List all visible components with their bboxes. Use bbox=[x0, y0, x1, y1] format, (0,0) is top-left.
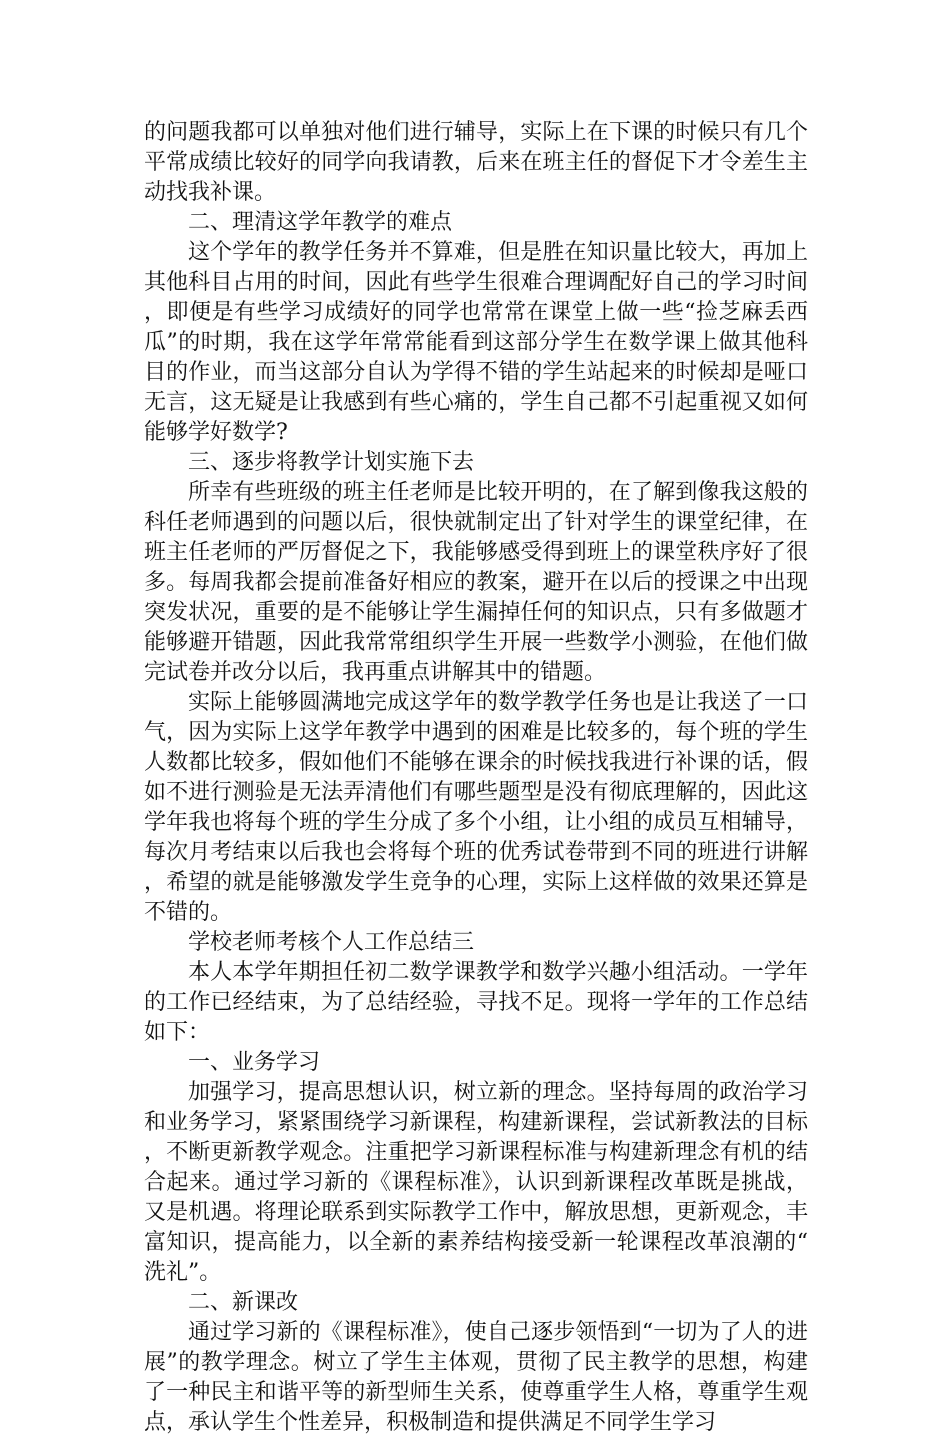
paragraph-results: 实际上能够圆满地完成这学年的数学教学任务也是让我送了一口气，因为实际上这学年教学中遇到的困难是比较多的，每个班的学生人数都比较多，假如他们不能够在课余的时候找我进行补课的话，假如不进行测验是无法弄清他们有哪些题型是没有彻底理解的，因此这学年我也将每个班的学生分成了多个小组，让小组的成员互相辅导，每次月考结束以后我也会将每个班的优秀试卷带到不同的班进行讲解，希望的就是能够激发学生竞争的心理，实际上这样做的效果还算是不错的。 bbox=[144, 690, 808, 925]
section-heading-implementation: 三、逐步将教学计划实施下去 bbox=[188, 450, 475, 475]
document-body bbox=[144, 118, 808, 1438]
paragraph-study: 加强学习，提高思想认识，树立新的理念。坚持每周的政治学习和业务学习，紧紧围绕学习新课程，构建新课程，尝试新教法的目标，不断更新教学观念。注重把学习新课程标准与构建新理念有机的结合起来。通过学习新的《课程标准》，认识到新课程改革既是挑战，又是机遇。将理论联系到实际教学工作中，解放思想，更新观念，丰富知识，提高能力，以全新的素养结构接受新一轮课程改革浪潮的“洗礼”。 bbox=[144, 1080, 808, 1285]
paragraph-continuation: 的问题我都可以单独对他们进行辅导，实际上在下课的时候只有几个平常成绩比较好的同学向我请教，后来在班主任的督促下才令差生主动找我补课。 bbox=[144, 120, 808, 205]
section-heading-difficulties: 二、理清这学年教学的难点 bbox=[188, 210, 453, 235]
paragraph-intro: 本人本学年期担任初二数学课教学和数学兴趣小组活动。一学年的工作已经结束，为了总结经验，寻找不足。现将一学年的工作总结如下： bbox=[144, 960, 808, 1045]
section-heading-new-curriculum: 二、新课改 bbox=[188, 1290, 299, 1315]
paragraph-implementation: 所幸有些班级的班主任老师是比较开明的，在了解到像我这般的科任老师遇到的问题以后，很快就制定出了针对学生的课堂纪律，在班主任老师的严厉督促之下，我能够感受得到班上的课堂秩序好了很多。每周我都会提前准备好相应的教案，避开在以后的授课之中出现突发状况，重要的是不能够让学生漏掉任何的知识点，只有多做题才能够避开错题，因此我常常组织学生开展一些数学小测验，在他们做完试卷并改分以后，我再重点讲解其中的错题。 bbox=[144, 480, 808, 685]
summary-title: 学校老师考核个人工作总结三 bbox=[188, 930, 475, 955]
paragraph-new-curriculum: 通过学习新的《课程标准》，使自己逐步领悟到“一切为了人的进展”的教学理念。树立了学生主体观，贯彻了民主教学的思想，构建了一种民主和谐平等的新型师生关系，使尊重学生人格，尊重学生观点，承认学生个性差异，积极制造和提供满足不同学生学习 bbox=[144, 1320, 808, 1435]
section-heading-study: 一、业务学习 bbox=[188, 1050, 321, 1075]
paragraph-difficulties: 这个学年的教学任务并不算难，但是胜在知识量比较大，再加上其他科目占用的时间，因此有些学生很难合理调配好自己的学习时间，即便是有些学习成绩好的同学也常常在课堂上做一些“捡芝麻丢西瓜”的时期，我在这学年常常能看到这部分学生在数学课上做其他科目的作业，而当这部分自认为学得不错的学生站起来的时候却是哑口无言，这无疑是让我感到有些心痛的，学生自己都不引起重视又如何能够学好数学? bbox=[144, 240, 808, 445]
